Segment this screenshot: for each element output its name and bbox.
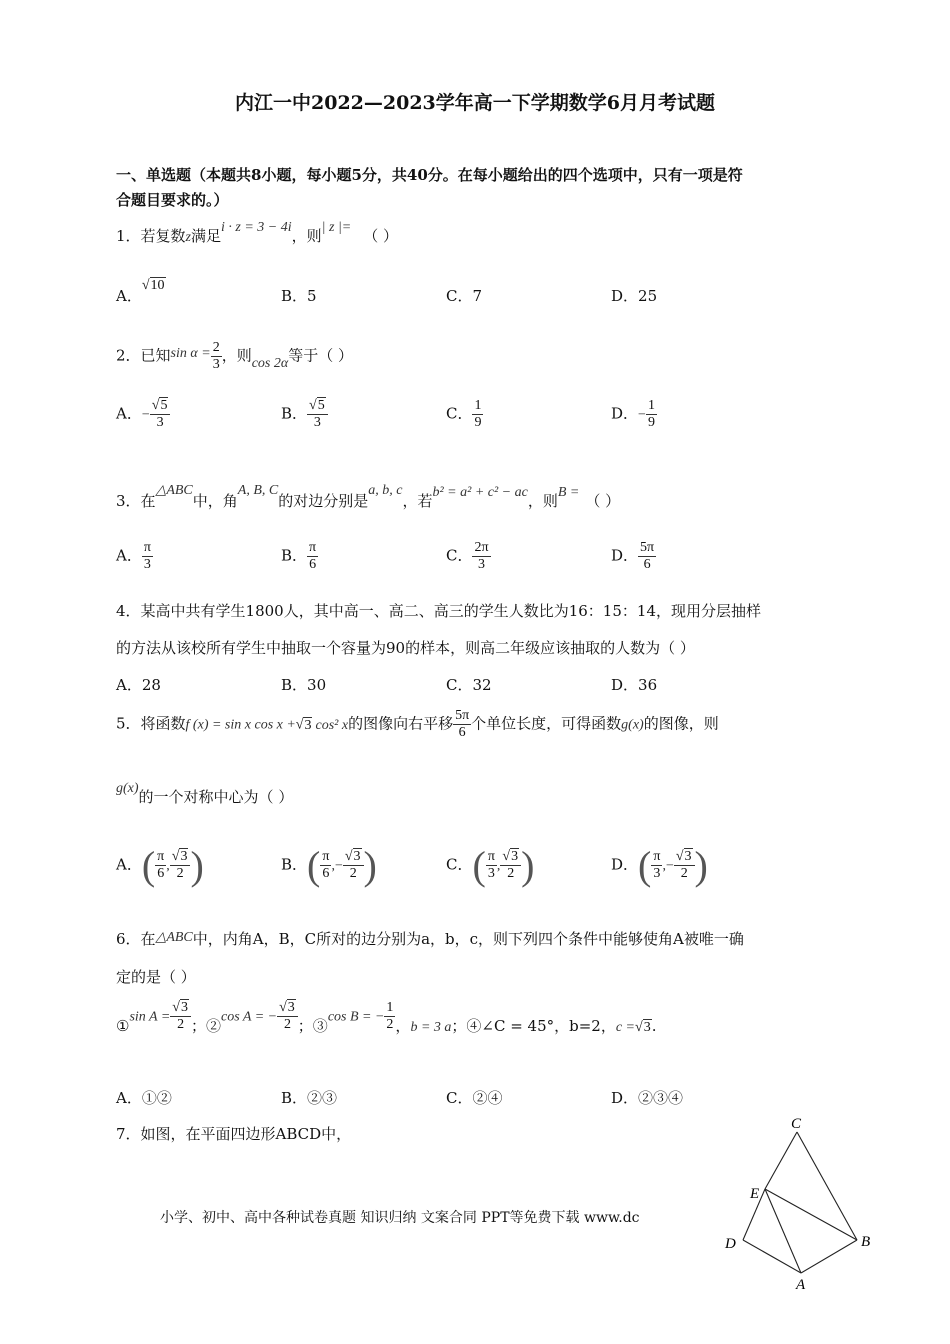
vertex-label-e: E (750, 1186, 760, 1202)
edge-ab (801, 1240, 857, 1273)
edge-da (743, 1240, 801, 1273)
question-1-option-d: D．25 (611, 287, 658, 305)
question-6-conditions: ①sin A = $\frac{√3}{2}$ ；②cos A = − $\frac{√3}{2}$ ；③cos B = − $\frac{1}{2}$ ，b = 3 a；④∠C = 45°，b=2，c =√3. (116, 1000, 657, 1035)
vertex-label-a: A (796, 1277, 806, 1293)
question-6-option-b: B．②③ (281, 1089, 338, 1107)
question-4-option-b: B．30 (281, 676, 327, 694)
question-1-stem: 1．若复数z满足i · z = 3 − 4i，则| z |= （ ） (116, 220, 399, 245)
edge-ea (765, 1189, 801, 1273)
question-3-stem: 3．在△ABC中，角A, B, C的对边分别是a, b, c，若b² = a² + c² − ac，则B = （ ） (116, 483, 621, 510)
question-2-option-d: D．− $\frac{1}{9}$ (611, 398, 655, 430)
question-6-option-d: D．②③④ (611, 1089, 684, 1107)
vertex-label-c: C (791, 1116, 802, 1132)
question-1-option-a: A．√10 (116, 278, 165, 305)
question-4-line2: 的方法从该校所有学生中抽取一个容量为90的样本，则高二年级应该抽取的人数为（ ） (116, 639, 695, 657)
question-3-option-b: B． $\frac{\pi}{6}$ (281, 540, 317, 572)
question-3-option-c: C． $\frac{2\pi}{3}$ (446, 540, 489, 572)
question-4-option-c: C．32 (446, 676, 492, 694)
question-5-stem: 5．将函数f (x) = sin x cos x +√3 cos² x的图像向右平移 $\frac{5\pi}{6}$ 个单位长度，可得函数g(x)的图像，则 (116, 708, 719, 740)
section-header-line1: 一、单选题（本题共8小题，每小题5分，共40分。在每小题给出的四个选项中，只有一项是符 (116, 166, 743, 184)
question-6-stem: 6．在△ABC中，内角A，B，C所对的边分别为a，b，c，则下列四个条件中能够使角A被唯一确 (116, 930, 744, 948)
question-3-option-d: D． $\frac{5\pi}{6}$ (611, 540, 655, 572)
question-4-option-a: A．28 (116, 676, 161, 694)
footer-watermark: 小学、初中、高中各种试卷真题 知识归纳 文案合同 PPT等免费下载 www.dc (160, 1210, 640, 1226)
question-5-option-a: A．( $\frac{\pi}{6}$ , $\frac{√3}{2}$ ) (116, 843, 204, 888)
vertex-label-d: D (725, 1236, 736, 1252)
question-5-line2: g(x)的一个对称中心为（ ） (116, 781, 294, 806)
question-4-option-d: D．36 (611, 676, 658, 694)
question-1-option-c: C．7 (446, 287, 483, 305)
question-5-option-c: C．( $\frac{\pi}{3}$ , $\frac{√3}{2}$ ) (446, 843, 535, 888)
section-header-line2: 合题目要求的。） (116, 191, 229, 209)
question-5-option-d: D．( $\frac{\pi}{3}$ ,− $\frac{√3}{2}$ ) (611, 843, 708, 888)
question-6-option-c: C．②④ (446, 1089, 503, 1107)
question-6-line2: 定的是（ ） (116, 968, 196, 986)
page-title: 内江一中2022—2023学年高一下学期数学6月月考试题 (235, 92, 715, 114)
quadrilateral-figure (715, 1110, 885, 1295)
question-3-option-a: A． $\frac{\pi}{3}$ (116, 540, 151, 572)
edge-ce (765, 1132, 797, 1189)
question-7-stem: 7．如图，在平面四边形ABCD中， (116, 1125, 352, 1143)
vertex-label-b: B (861, 1234, 871, 1250)
question-2-stem: 2．已知sin α = $\frac{2}{3}$ ，则cos 2α等于（ ） (116, 340, 353, 372)
question-5-option-b: B．( $\frac{\pi}{6}$ ,− $\frac{√3}{2}$ ) (281, 843, 377, 888)
question-2-option-a: A．− $\frac{√5}{3}$ (116, 398, 170, 431)
question-6-option-a: A．①② (116, 1089, 172, 1107)
question-2-option-c: C． $\frac{1}{9}$ (446, 398, 482, 430)
question-1-option-b: B．5 (281, 287, 317, 305)
question-2-option-b: B． $\frac{√5}{3}$ (281, 398, 328, 431)
question-4-line1: 4．某高中共有学生1800人，其中高一、高二、高三的学生人数比为16：15：14，现用分层抽样 (116, 602, 761, 620)
